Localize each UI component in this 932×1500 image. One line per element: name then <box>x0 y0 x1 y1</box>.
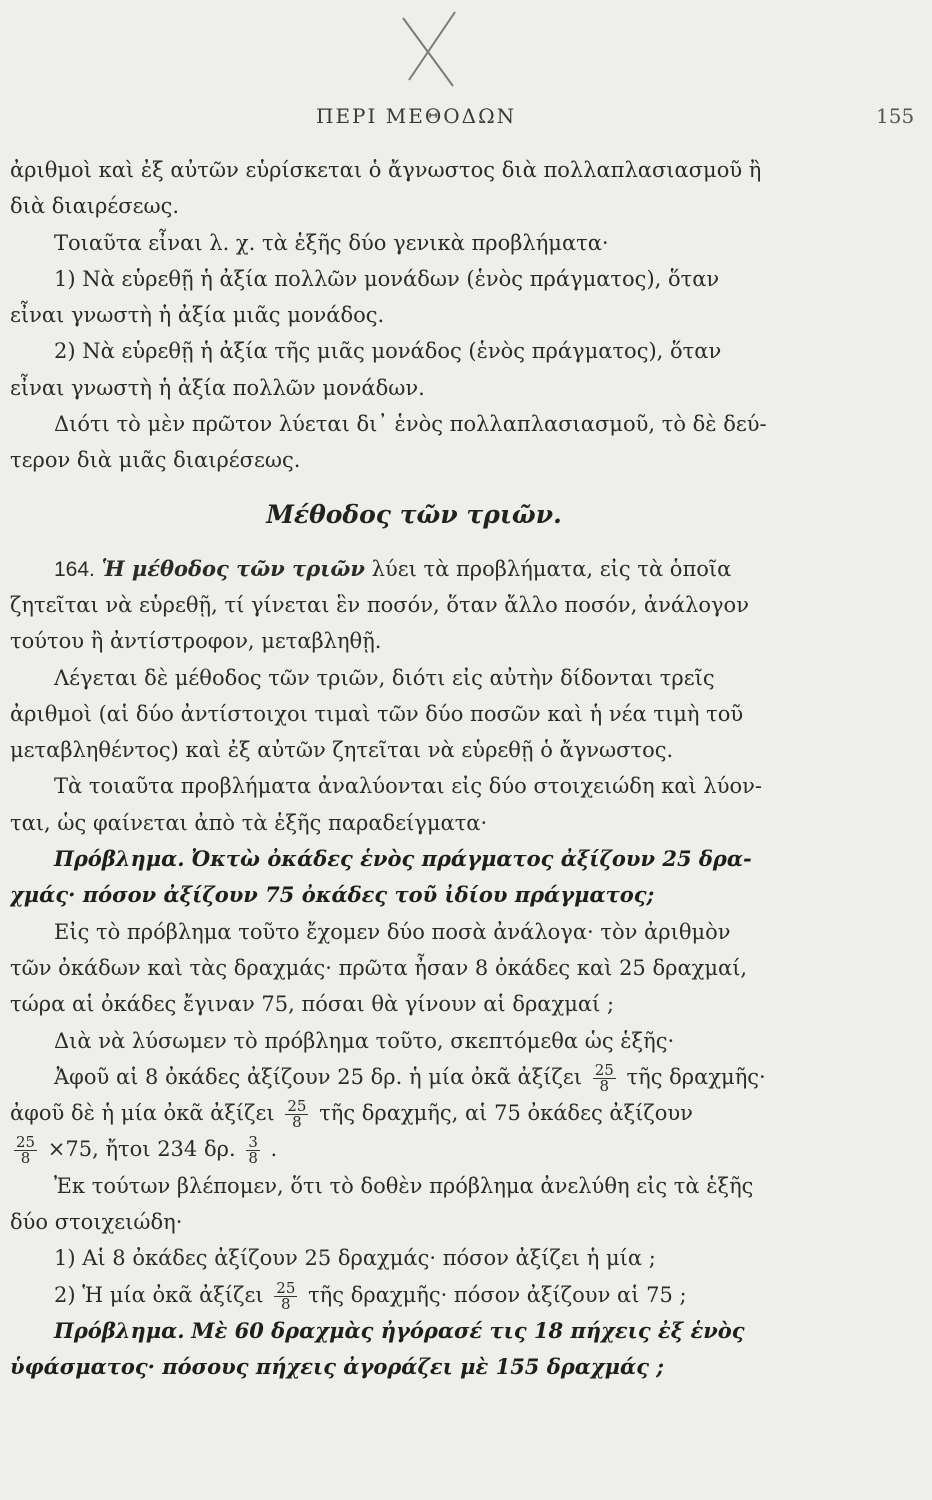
problem-text: Μὲ 60 δραχμὰς ἠγόρασέ τις 18 πήχεις ἐξ ἑνὸς <box>191 1317 745 1343</box>
text-line: ζητεῖται νὰ εὑρεθῇ, τί γίνεται ἓν ποσόν, ὅταν ἄλλο ποσόν, ἀνάλογον <box>10 592 749 617</box>
text-span: τῆς δραχμῆς· <box>626 1064 766 1089</box>
calc-line-2 <box>10 1095 818 1131</box>
fraction-numerator: 25 <box>16 1133 36 1152</box>
text-span: τῆς δραχμῆς· πόσον ἀξίζουν αἱ 75 ; <box>308 1282 687 1307</box>
fraction-numerator: 3 <box>248 1133 258 1152</box>
problem-1-line <box>10 841 818 877</box>
text-line: δύο στοιχειώδη· <box>10 1210 183 1235</box>
fraction <box>593 1060 616 1095</box>
text-span: ×75, ἤτοι 234 δρ. <box>47 1137 236 1162</box>
text-span: . <box>270 1137 278 1162</box>
fraction-denominator: 8 <box>292 1113 302 1132</box>
running-header <box>0 104 932 136</box>
text-line: Διὰ νὰ λύσωμεν τὸ πρόβλημα τοῦτο, σκεπτόμεθα ὡς ἑξῆς· <box>54 1028 675 1053</box>
text-line: εἶναι γνωστὴ ἡ ἀξία πολλῶν μονάδων. <box>10 375 425 400</box>
page-body <box>10 152 818 1386</box>
problem-text-line: ὑφάσματος· πόσους πήχεις ἀγοράζει μὲ 155 δραχμάς ; <box>10 1354 665 1380</box>
text-line: 1) Αἱ 8 ὀκάδες ἀξίζουν 25 δραχμάς· πόσον ἀξίζει ἡ μία ; <box>54 1246 656 1271</box>
calc-line-3 <box>10 1131 818 1167</box>
text-line: εἶναι γνωστὴ ἡ ἀξία μιᾶς μονάδος. <box>10 303 385 328</box>
calc-line-1 <box>10 1059 818 1095</box>
fraction-numerator: 25 <box>594 1060 614 1079</box>
text-line: 2) Νὰ εὑρεθῇ ἡ ἀξία τῆς μιᾶς μονάδος (ἑνὸς πράγματος), ὅταν <box>54 339 722 364</box>
fraction-numerator: 25 <box>276 1278 296 1297</box>
text-span: ἀφοῦ δὲ ἡ μία ὀκᾶ ἀξίζει <box>10 1101 275 1126</box>
problem-label: Πρόβλημα. <box>54 1317 185 1343</box>
text-line: ἀριθμοὶ (αἱ δύο ἀντίστοιχοι τιμαὶ τῶν δύο ποσῶν καὶ ἡ νέα τιμὴ τοῦ <box>10 701 744 726</box>
problem-text: Ὀκτὼ ὀκάδες ἑνὸς πράγματος ἀξίζουν 25 δρα- <box>191 846 752 872</box>
text-line: μεταβληθέντος) καὶ ἐξ αὐτῶν ζητεῖται νὰ εὑρεθῇ ὁ ἄγνωστος. <box>10 738 674 763</box>
problem-text-line: χμάς· πόσον ἀξίζουν 75 ὀκάδες τοῦ ἰδίου πράγματος; <box>10 882 655 908</box>
fraction-denominator: 8 <box>281 1294 291 1313</box>
text-line: Λέγεται δὲ μέθοδος τῶν τριῶν, διότι εἰς αὐτὴν δίδονται τρεῖς <box>54 665 715 690</box>
calc2-line <box>10 1277 818 1313</box>
text-line: τώρα αἱ ὀκάδες ἔγιναν 75, πόσαι θὰ γίνουν αἱ δραχμαί ; <box>10 992 615 1017</box>
fraction <box>246 1135 260 1166</box>
text-span: τῆς δραχμῆς, αἱ 75 ὀκάδες ἀξίζουν <box>319 1101 693 1126</box>
fraction-denominator: 8 <box>599 1076 610 1095</box>
text-line: Ἐκ τούτων βλέπομεν, ὅτι τὸ δοθὲν πρόβλημα ἀνελύθη εἰς τὰ ἑξῆς <box>54 1173 754 1198</box>
defined-term: Ἡ μέθοδος τῶν τριῶν <box>101 555 365 581</box>
text-line: 1) Νὰ εὑρεθῇ ἡ ἀξία πολλῶν μονάδων (ἑνὸς πράγματος), ὅταν <box>54 266 720 291</box>
text-line: τερον διὰ μιᾶς διαιρέσεως. <box>10 448 301 473</box>
page-number: 155 <box>876 104 915 128</box>
fraction-denominator: 8 <box>20 1149 31 1168</box>
paragraph-164-line <box>10 551 818 587</box>
fraction-denominator: 8 <box>248 1149 258 1168</box>
section-heading: Μέθοδος τῶν τριῶν. <box>266 499 562 529</box>
text-line: Τοιαῦτα εἶναι λ. χ. τὰ ἑξῆς δύο γενικὰ προβλήματα· <box>54 230 609 255</box>
pencil-x-mark <box>395 8 465 90</box>
text-line: Εἰς τὸ πρόβλημα τοῦτο ἔχομεν δύο ποσὰ ἀνάλογα· τὸν ἀριθμὸν <box>54 919 731 944</box>
text-line: διὰ διαιρέσεως. <box>10 194 180 219</box>
running-title: ΠΕΡΙ ΜΕΘΟΔΩΝ <box>316 104 517 128</box>
paragraph-number: 164. <box>54 557 95 581</box>
fraction <box>14 1135 37 1166</box>
problem-label: Πρόβλημα. <box>54 846 185 872</box>
text-span: Ἀφοῦ αἱ 8 ὀκάδες ἀξίζουν 25 δρ. ἡ μία ὀκᾶ ἀξίζει <box>54 1064 583 1089</box>
text-line: ται, ὡς φαίνεται ἀπὸ τὰ ἑξῆς παραδείγματα· <box>10 810 488 835</box>
text-line: τῶν ὀκάδων καὶ τὰς δραχμάς· πρῶτα ἦσαν 8 ὀκάδες καὶ 25 δραχμαί, <box>10 955 748 980</box>
fraction-numerator: 25 <box>287 1097 307 1116</box>
text-line: Τὰ τοιαῦτα προβλήματα ἀναλύονται εἰς δύο στοιχειώδη καὶ λύον- <box>54 774 762 799</box>
text-line: τούτου ἢ ἀντίστροφον, μεταβληθῇ. <box>10 629 382 654</box>
fraction <box>285 1099 308 1130</box>
fraction <box>274 1278 297 1313</box>
text-line: Διότι τὸ μὲν πρῶτον λύεται δι᾿ ἑνὸς πολλαπλασιασμοῦ, τὸ δὲ δεύ- <box>54 412 767 437</box>
text-span: λύει τὰ προβλήματα, εἰς τὰ ὁποῖα <box>371 556 732 581</box>
text-line: ἀριθμοὶ καὶ ἐξ αὐτῶν εὑρίσκεται ὁ ἄγνωστος διὰ πολλαπλασιασμοῦ ἢ <box>10 158 762 182</box>
problem-2-line <box>10 1313 818 1349</box>
text-span: 2) Ἡ μία ὀκᾶ ἀξίζει <box>54 1282 264 1307</box>
